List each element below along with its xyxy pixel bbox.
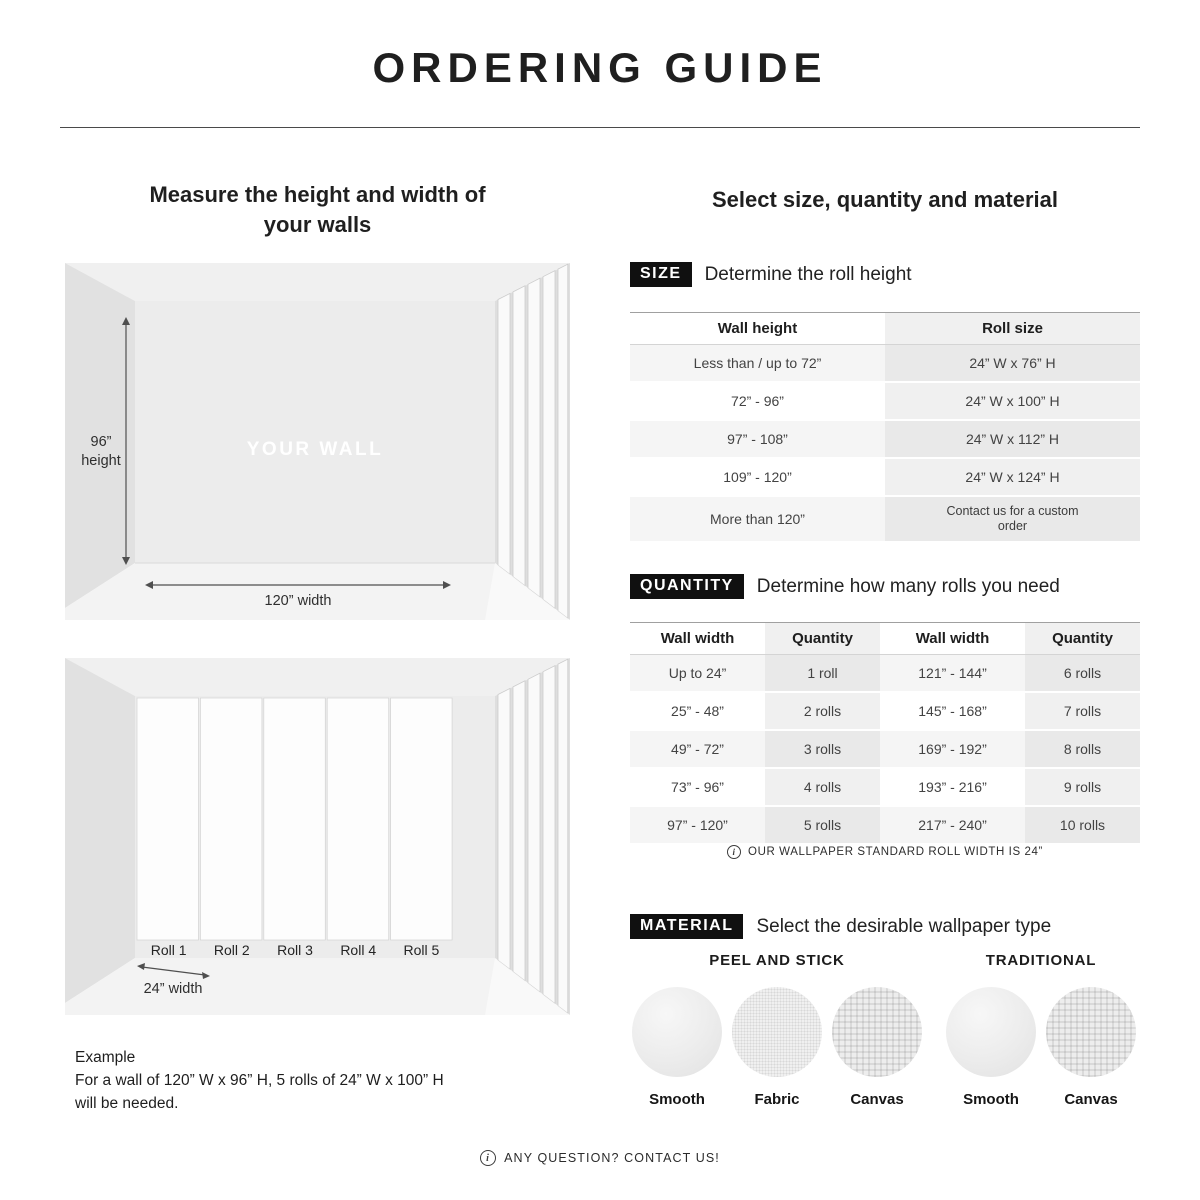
size-section-header	[630, 262, 1140, 287]
table-row	[630, 383, 1140, 421]
wall-measure-diagram	[65, 263, 570, 620]
roll-size-cell: 24” W x 76” H	[885, 345, 1140, 383]
wall-width-column-header: Wall width	[880, 622, 1025, 655]
swatch-label: Smooth	[963, 1091, 1019, 1108]
example-block	[75, 1046, 555, 1115]
table-row	[630, 655, 1140, 693]
quantity-cell: 9 rolls	[1025, 769, 1140, 807]
left-wall	[65, 658, 135, 1003]
canvas-swatch	[830, 987, 924, 1108]
table-row	[630, 807, 1140, 845]
quantity-cell: 4 rolls	[765, 769, 880, 807]
rolls-measure-diagram	[65, 658, 570, 1015]
wall-width-cell: 25” - 48”	[630, 693, 765, 731]
back-wall	[135, 301, 495, 563]
group-name: PEEL AND STICK	[709, 952, 845, 969]
table-row	[630, 459, 1140, 497]
fabric-texture-icon	[732, 987, 822, 1077]
roll-label: Roll 2	[213, 942, 250, 958]
wall-width-column-header: Wall width	[630, 622, 765, 655]
wall-width-cell: 49” - 72”	[630, 731, 765, 769]
roll-labels	[137, 942, 453, 958]
roll-label: Roll 5	[403, 942, 440, 958]
smooth-swatch	[944, 987, 1038, 1108]
roll-size-column-header: Roll size	[885, 312, 1140, 345]
wall-height-value: 96”	[90, 434, 112, 450]
wall-width-cell: Up to 24”	[630, 655, 765, 693]
example-title: Example	[75, 1049, 136, 1066]
wall-height-cell: 72” - 96”	[630, 383, 885, 421]
quantity-cell: 2 rolls	[765, 693, 880, 731]
quantity-subtitle: Determine how many rolls you need	[756, 575, 1060, 597]
swatch-label: Canvas	[850, 1091, 904, 1108]
wall-width-cell: 97” - 120”	[630, 807, 765, 845]
table-row	[630, 693, 1140, 731]
info-icon: i	[727, 845, 741, 859]
wall-width-cell: 217” - 240”	[880, 807, 1025, 845]
roll-width-label: 24” width	[143, 981, 203, 997]
wall-height-cell: 109” - 120”	[630, 459, 885, 497]
wall-height-cell: More than 120”	[630, 497, 885, 543]
quantity-column-header: Quantity	[1025, 622, 1140, 655]
swatch-label: Canvas	[1064, 1091, 1118, 1108]
material-options	[630, 952, 1140, 1108]
room-illustration-rolls	[65, 658, 570, 1015]
quantity-column-header: Quantity	[765, 622, 880, 655]
roll-size-cell: 24” W x 124” H	[885, 459, 1140, 497]
page-title: ORDERING GUIDE	[372, 44, 828, 91]
roll-size-cell: 24” W x 112” H	[885, 421, 1140, 459]
swatch-row	[630, 987, 924, 1108]
canvas-texture-icon	[1046, 987, 1136, 1077]
info-icon: i	[480, 1150, 496, 1166]
quantity-badge: QUANTITY	[630, 574, 744, 599]
contact-note	[0, 1150, 1200, 1166]
smooth-texture-icon	[946, 987, 1036, 1077]
wall-height-label	[75, 433, 127, 471]
table-header-row	[630, 622, 1140, 655]
wall-width-cell: 169” - 192”	[880, 731, 1025, 769]
quantity-cell: 3 rolls	[765, 731, 880, 769]
traditional-group	[944, 952, 1138, 1108]
select-heading: Select size, quantity and material	[711, 187, 1058, 212]
canvas-swatch	[1044, 987, 1138, 1108]
roll-label: Roll 1	[150, 942, 187, 958]
group-name: TRADITIONAL	[985, 952, 1097, 969]
swatch-label: Smooth	[649, 1091, 705, 1108]
material-subtitle: Select the desirable wallpaper type	[756, 915, 1052, 937]
example-line: For a wall of 120” W x 96” H, 5 rolls of 24” W x 100” H	[75, 1072, 444, 1089]
roll-label: Roll 4	[340, 942, 377, 958]
canvas-texture-icon	[832, 987, 922, 1077]
wall-width-cell: 73” - 96”	[630, 769, 765, 807]
roll-width-note	[630, 845, 1140, 859]
contact-note-text: ANY QUESTION? CONTACT US!	[504, 1151, 720, 1165]
quantity-cell: 6 rolls	[1025, 655, 1140, 693]
quantity-table	[630, 622, 1140, 845]
smooth-texture-icon	[632, 987, 722, 1077]
swatch-row	[944, 987, 1138, 1108]
peel-and-stick-group	[630, 952, 924, 1108]
smooth-swatch	[630, 987, 724, 1108]
table-row	[630, 731, 1140, 769]
measure-heading-text: Measure the height and width of your walls	[149, 182, 486, 237]
quantity-cell: 10 rolls	[1025, 807, 1140, 845]
wall-height-cell: 97” - 108”	[630, 421, 885, 459]
table-header-row	[630, 312, 1140, 345]
roll-width-note-text: OUR WALLPAPER STANDARD ROLL WIDTH IS 24”	[748, 846, 1043, 858]
material-badge: MATERIAL	[630, 914, 743, 939]
example-line: will be needed.	[75, 1095, 179, 1112]
material-section-header	[630, 914, 1140, 939]
ceiling	[65, 658, 570, 696]
table-row	[630, 421, 1140, 459]
measure-heading	[65, 180, 570, 240]
wall-width-label: 120” width	[264, 593, 332, 609]
quantity-cell: 7 rolls	[1025, 693, 1140, 731]
table-row	[630, 497, 1140, 543]
your-wall-label: YOUR WALL	[246, 439, 384, 460]
table-row	[630, 769, 1140, 807]
quantity-section-header	[630, 574, 1140, 599]
swatch-label: Fabric	[754, 1091, 800, 1108]
size-subtitle: Determine the roll height	[704, 263, 912, 285]
roll-size-cell: Contact us for a custom order	[885, 497, 1140, 543]
wall-width-cell: 193” - 216”	[880, 769, 1025, 807]
title-divider	[60, 127, 1140, 128]
fabric-swatch	[730, 987, 824, 1108]
wallpaper-roll-panels	[137, 698, 452, 940]
wall-height-column-header: Wall height	[630, 312, 885, 345]
table-row	[630, 345, 1140, 383]
roll-label: Roll 3	[277, 942, 313, 958]
wall-width-cell: 121” - 144”	[880, 655, 1025, 693]
wall-width-cell: 145” - 168”	[880, 693, 1025, 731]
size-table	[630, 312, 1140, 543]
quantity-cell: 5 rolls	[765, 807, 880, 845]
roll-size-cell: 24” W x 100” H	[885, 383, 1140, 421]
ceiling	[65, 263, 570, 301]
wall-height-cell: Less than / up to 72”	[630, 345, 885, 383]
quantity-cell: 1 roll	[765, 655, 880, 693]
size-badge: SIZE	[630, 262, 692, 287]
quantity-cell: 8 rolls	[1025, 731, 1140, 769]
wall-height-unit: height	[81, 453, 121, 469]
